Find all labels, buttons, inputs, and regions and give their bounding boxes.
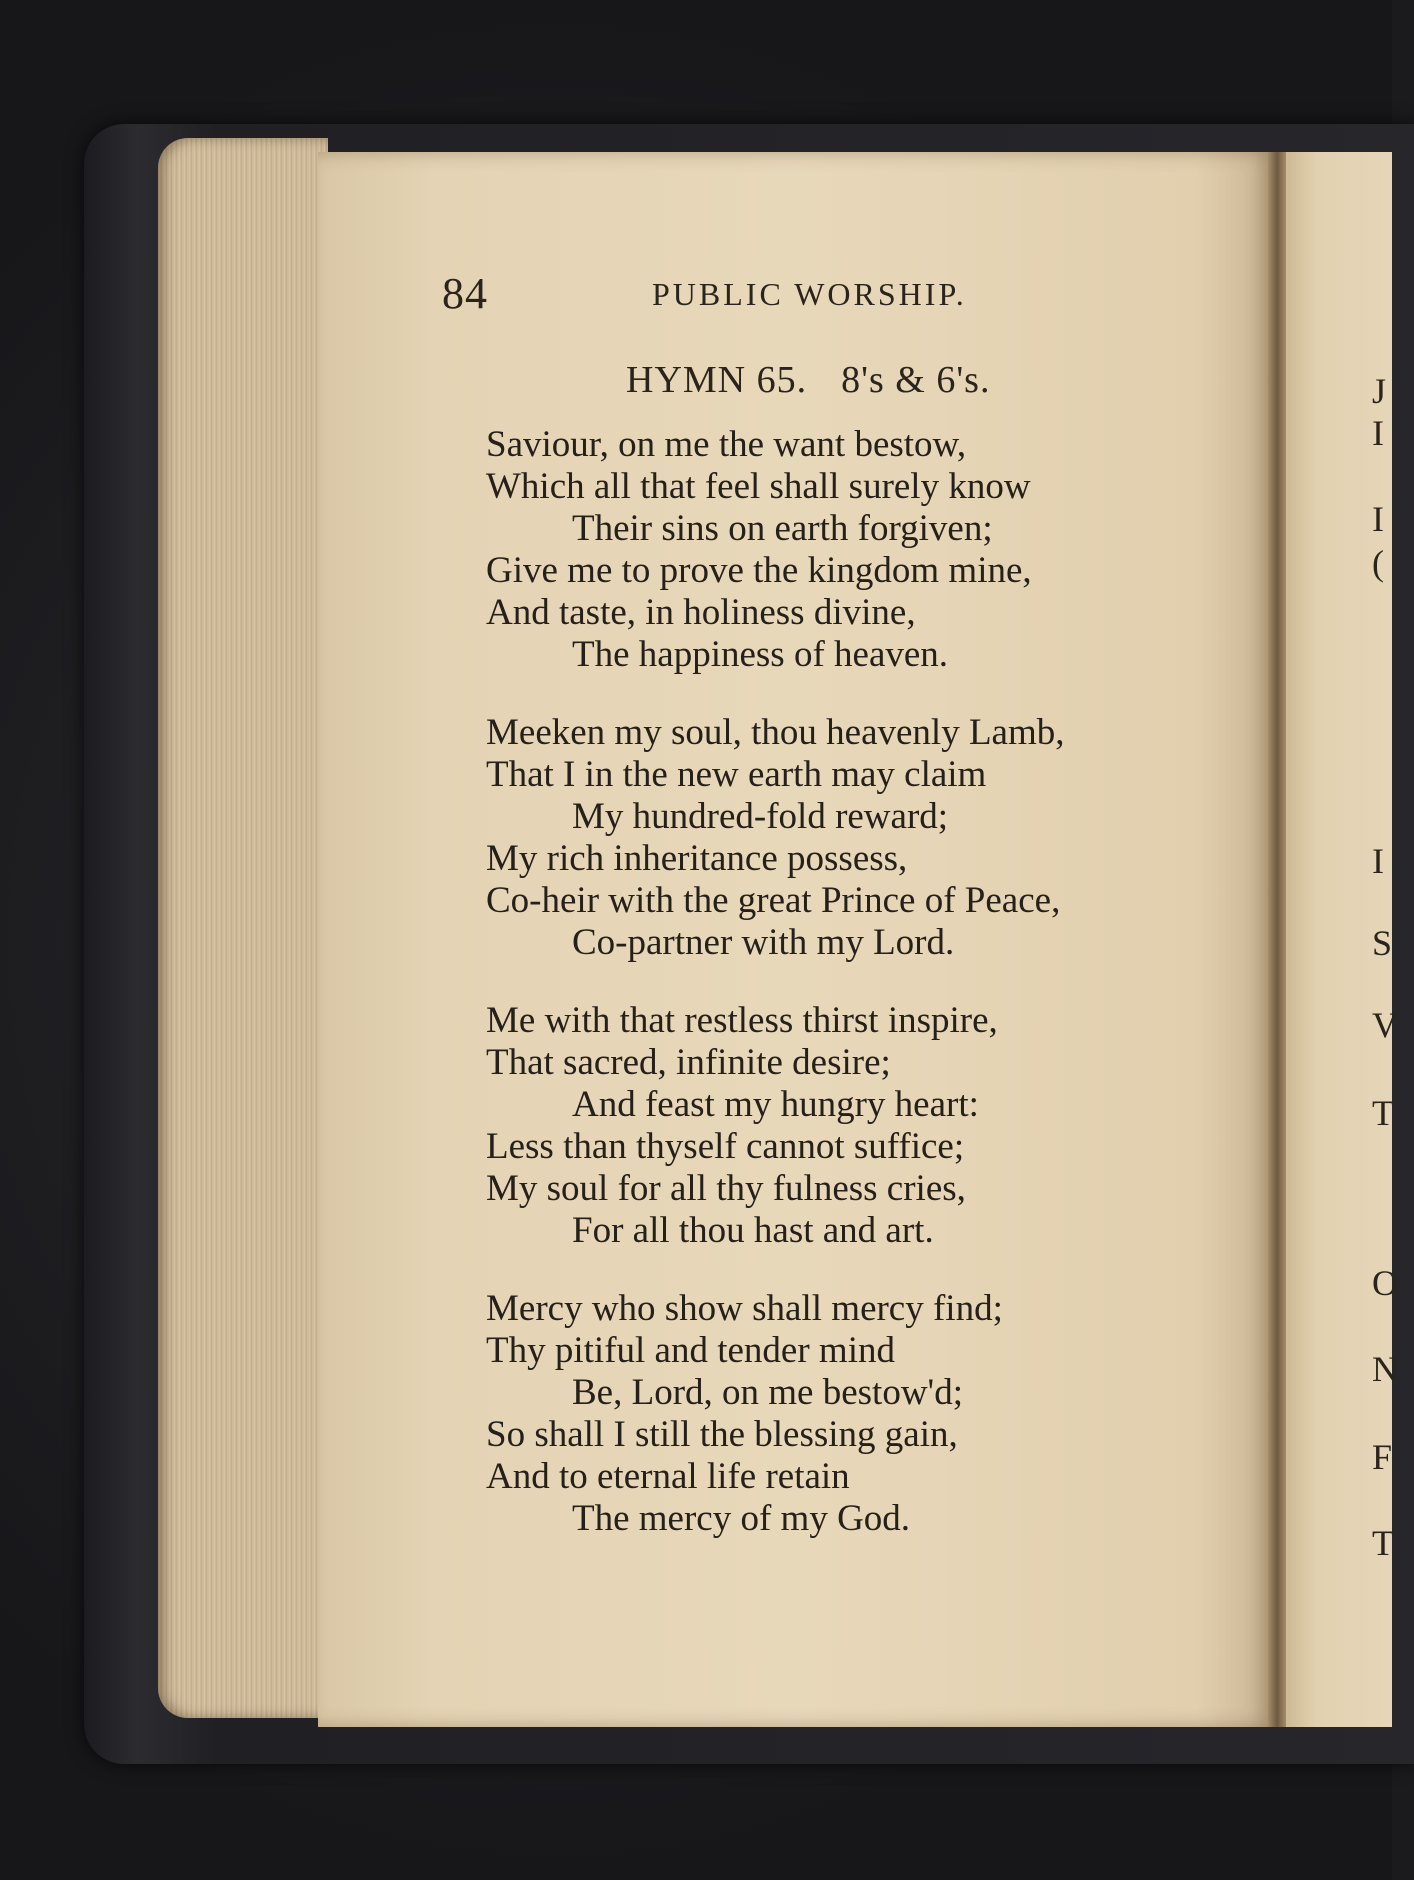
stanza	[486, 1000, 1246, 1252]
hymn-body	[486, 424, 1246, 1576]
hymn-title	[626, 358, 990, 402]
verse-line: So shall I still the blessing gain,	[486, 1414, 958, 1455]
running-head: PUBLIC WORSHIP.	[652, 276, 967, 312]
verse-line: The mercy of my God.	[572, 1498, 911, 1539]
verse-line: My soul for all thy fulness cries,	[486, 1168, 966, 1209]
verse-line: Less than thyself cannot suffice;	[486, 1126, 965, 1167]
verse-line: Thy pitiful and tender mind	[486, 1330, 895, 1371]
facing-page-letter: T	[1372, 1523, 1394, 1563]
verse-line: Meeken my soul, thou heavenly Lamb,	[486, 712, 1065, 753]
facing-page-letter: F	[1372, 1437, 1393, 1477]
verse-line: That sacred, infinite desire;	[486, 1042, 891, 1083]
book-gutter	[1268, 152, 1286, 1727]
verse-line: For all thou hast and art.	[572, 1210, 934, 1251]
page-number: 84	[442, 269, 488, 318]
verse-line: My hundred-fold reward;	[572, 796, 949, 837]
verse-line: And feast my hungry heart:	[572, 1084, 979, 1125]
verse-line: Their sins on earth forgiven;	[572, 508, 993, 549]
stanza	[486, 1288, 1246, 1540]
verse-line: Mercy who show shall mercy find;	[486, 1288, 1003, 1329]
verse-line: Which all that feel shall surely know	[486, 466, 1031, 507]
hymn-meter: 8's & 6's.	[841, 359, 991, 401]
facing-page-letter: J	[1372, 371, 1387, 411]
verse-line: Me with that restless thirst inspire,	[486, 1000, 998, 1041]
facing-page-letter: (	[1372, 543, 1384, 583]
facing-page-letter: I	[1372, 413, 1384, 453]
verse-line: Give me to prove the kingdom mine,	[486, 550, 1032, 591]
facing-page-letter: I	[1372, 841, 1384, 881]
verse-line: Saviour, on me the want bestow,	[486, 424, 967, 465]
facing-page-letter: I	[1372, 499, 1384, 539]
verse-line: Co-partner with my Lord.	[572, 922, 955, 963]
stanza	[486, 712, 1246, 964]
verse-line: My rich inheritance possess,	[486, 838, 908, 879]
verse-line: Co-heir with the great Prince of Peace,	[486, 880, 1061, 921]
page-edges	[158, 138, 328, 1718]
facing-page-letter: N	[1372, 1349, 1398, 1389]
facing-page-letter: T	[1372, 1093, 1394, 1133]
verse-line: Be, Lord, on me bestow'd;	[572, 1372, 963, 1413]
verse-line: And taste, in holiness divine,	[486, 592, 916, 633]
verse-line: And to eternal life retain	[486, 1456, 850, 1497]
stanza	[486, 424, 1246, 676]
facing-page-letter: S	[1372, 923, 1393, 963]
verse-line: That I in the new earth may claim	[486, 754, 987, 795]
facing-page-letter: O	[1372, 1263, 1398, 1303]
facing-page-letter: V	[1372, 1005, 1398, 1045]
verse-line: The happiness of heaven.	[572, 634, 949, 675]
hymn-number: HYMN 65.	[626, 359, 808, 401]
